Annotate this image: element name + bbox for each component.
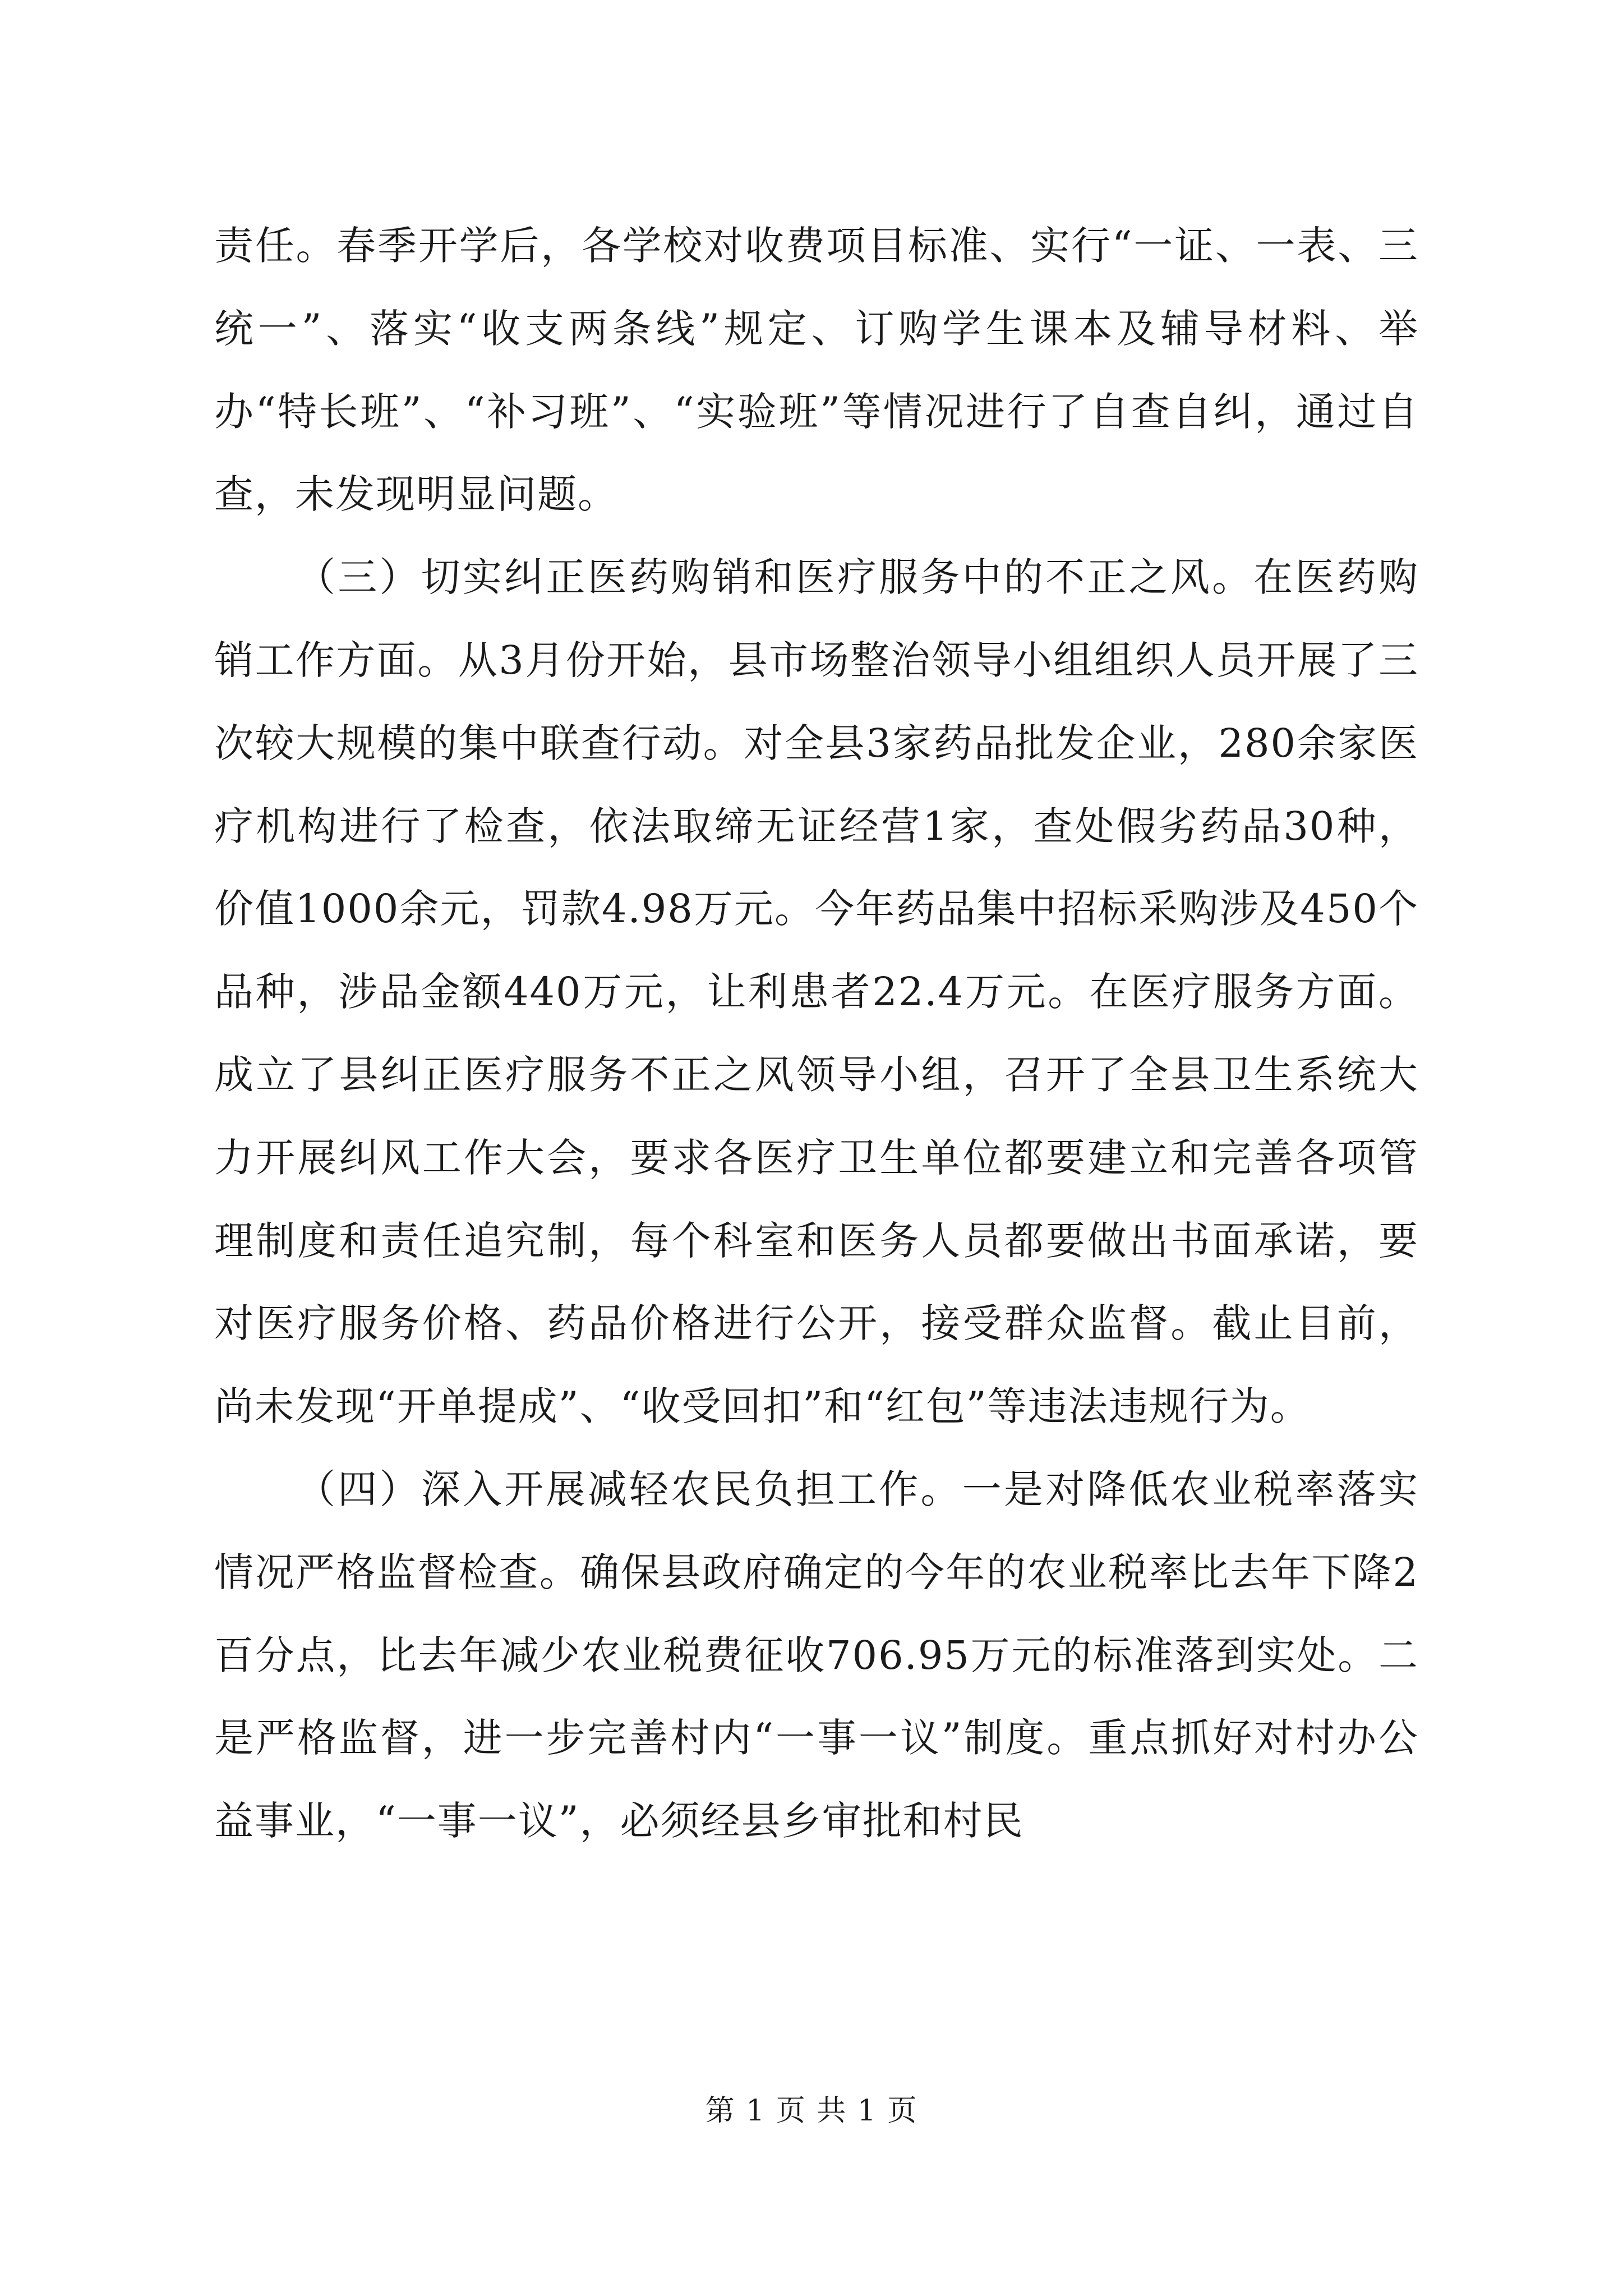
paragraph-farmer-burden-section: （四）深入开展减轻农民负担工作。一是对降低农业税率落实情况严格监督检查。确保县政府确定的今年的农业税率比去年下降2百分点，比去年减少农业税费征收706.95万元的标准落到实处。二是严格监督，进一步完善村内“一事一议”制度。重点抓好对村办公益事业，“一事一议”，必须经县乡审批和村民 (214, 1466, 1419, 1844)
paragraph-medical-section: （三）切实纠正医药购销和医疗服务中的不正之风。在医药购销工作方面。从3月份开始，县市场整治领导小组组织人员开展了三次较大规模的集中联查行动。对全县3家药品批发企业，280余家医疗机构进行了检查，依法取缔无证经营1家，查处假劣药品30种，价值1000余元，罚款4.98万元。今年药品集中招标采购涉及450个品种，涉品金额440万元，让利患者22.4万元。在医疗服务方面。成立了县纠正医疗服务不正之风领导小组，召开了全县卫生系统大力开展纠风工作大会，要求各医疗卫生单位都要建立和完善各项管理制度和责任追究制，每个科室和医务人员都要做出书面承诺，要对医疗服务价格、药品价格进行公开，接受群众监督。截止目前，尚未发现“开单提成”、“收受回扣”和“红包”等违法违规行为。 (214, 554, 1419, 1430)
body-text (214, 205, 1419, 1863)
page-footer: 第 1 页 共 1 页 (705, 2094, 918, 2128)
paragraph-continued: 责任。春季开学后，各学校对收费项目标准、实行“一证、一表、三统一”、落实“收支两条线”规定、订购学生课本及辅导材料、举办“特长班”、“补习班”、“实验班”等情况进行了自查自纠，通过自查，未发现明显问题。 (214, 223, 1419, 518)
